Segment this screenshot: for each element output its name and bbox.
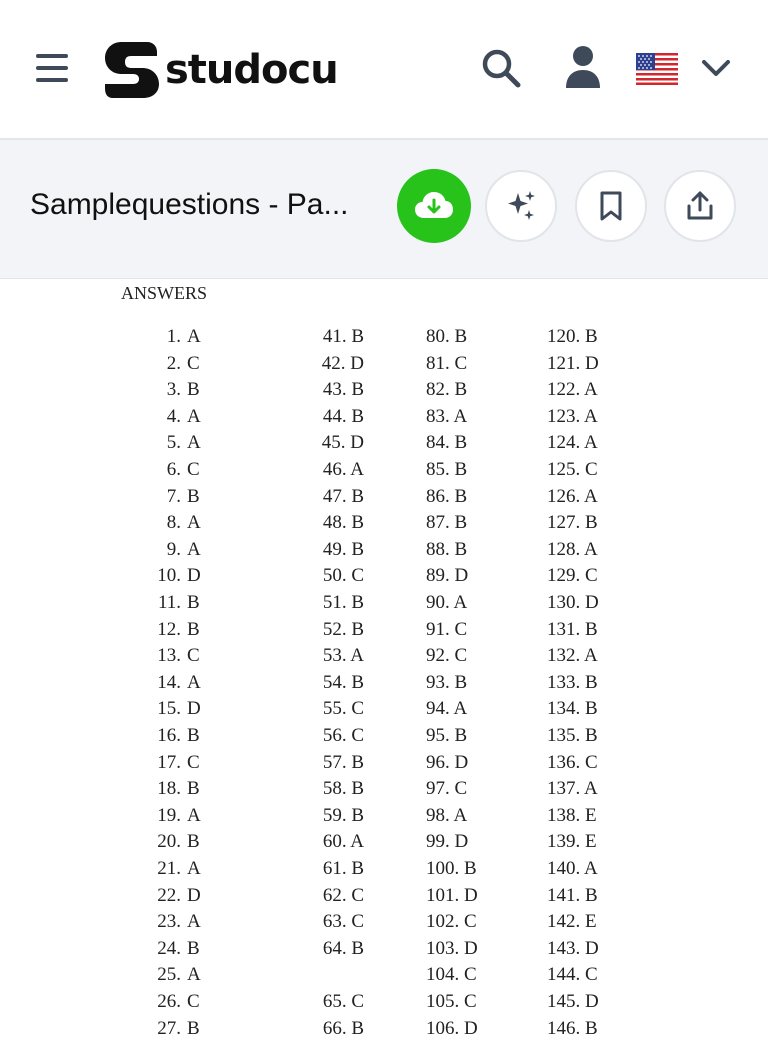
answer-row: 63. C [322,911,364,933]
answer-row: 49. B [322,538,364,560]
answer-row [302,964,364,990]
sparkle-icon [504,189,538,223]
answer-row [147,565,201,591]
answer-row: 99. D [426,831,469,853]
document-title[interactable]: Samplequestions - Pa... [30,188,349,221]
answer-row [147,486,200,512]
studocu-logo[interactable] [103,40,338,100]
answer-row: 85. B [426,459,468,480]
answer-row: 50. C [322,565,364,587]
answer-letter: B [187,778,200,800]
question-number: 5. [166,432,181,454]
menu-button[interactable] [34,52,70,84]
top-navigation [0,0,768,140]
question-number: 23. [157,911,181,933]
language-selector[interactable] [636,53,678,85]
answer-row: 146. B [547,1017,598,1039]
answer-row [147,619,200,645]
answer-row [147,885,201,911]
answer-row: 92. C [426,645,468,667]
download-button[interactable] [397,169,471,243]
answer-letter: D [187,884,201,906]
answer-row: 41. B [322,326,364,347]
answer-row: 57. B [322,751,364,773]
answer-row: 126. A [547,485,598,507]
answer-row [147,353,200,379]
answer-row: 44. B [322,405,364,427]
question-number: 27. [157,1017,181,1039]
answer-row: 133. B [547,671,598,693]
answer-row: 52. B [322,618,364,640]
answer-letter: D [187,698,201,720]
question-number: 3. [166,379,181,401]
answer-row [147,592,200,618]
answer-letter: A [187,326,201,347]
answer-row: 141. B [547,884,598,906]
answer-row: 137. A [547,778,598,800]
answer-row: 87. B [426,512,468,534]
answer-row [147,698,201,724]
studocu-logo-icon [103,40,159,100]
answer-row: 93. B [426,671,468,693]
answer-row [147,991,200,1017]
menu-icon-bar [36,66,68,70]
answer-row: 129. C [547,565,598,587]
answer-row: 120. B [547,326,598,347]
document-page [0,279,768,1039]
question-number: 9. [166,538,181,560]
answer-letter: A [187,512,201,534]
answer-row: 121. D [547,352,599,374]
answer-letter: C [187,751,200,773]
answer-letter: B [187,1017,200,1039]
question-number: 2. [166,352,181,374]
answer-row: 102. C [426,911,477,933]
answer-row: 61. B [322,858,364,879]
answer-row: 134. B [547,698,598,720]
answer-row: 62. C [322,884,364,906]
answer-row: 145. D [547,991,599,1012]
answer-row: 65. C [322,991,364,1012]
answer-row [147,831,200,857]
answer-row [147,858,201,884]
question-number: 4. [166,405,181,427]
answer-row [147,379,200,405]
search-button[interactable] [480,47,522,89]
answer-row [147,1018,200,1044]
answer-letter: C [187,991,200,1012]
answer-row: 82. B [426,379,468,401]
question-number: 11. [157,592,181,613]
answer-row: 45. D [321,432,364,454]
answer-row [147,406,201,432]
question-number: 8. [166,512,181,534]
answer-row: 125. C [547,459,598,480]
answer-row: 98. A [426,804,468,826]
us-flag-icon [636,53,678,85]
answer-row [147,778,200,804]
answer-row: 101. D [426,884,478,906]
answer-row: 103. D [426,937,478,959]
search-icon [480,47,522,89]
answer-letter: B [187,485,200,507]
answer-row: 88. B [426,538,468,560]
answer-row: 123. A [547,405,598,427]
answer-letter: A [187,432,201,454]
answer-row: 122. A [547,379,598,401]
answer-row: 100. B [426,858,477,879]
answer-letter: C [187,459,200,480]
answer-row [147,964,201,990]
answer-row: 130. D [547,592,599,613]
answer-row: 96. D [426,751,469,773]
answer-letter: B [187,592,200,613]
answer-row: 142. E [547,911,597,933]
bookmark-button[interactable] [575,170,647,242]
answer-row: 139. E [547,831,597,853]
answer-row: 97. C [426,778,468,800]
answer-row: 48. B [322,512,364,534]
chevron-down-icon [700,55,732,81]
answer-letter: A [187,964,201,986]
answer-row: 46. A [322,459,364,480]
question-number: 17. [157,751,181,773]
answer-row [147,911,201,937]
question-number: 26. [157,991,181,1012]
question-number: 20. [157,831,181,853]
question-number: 12. [157,618,181,640]
question-number: 7. [166,485,181,507]
menu-icon-bar [36,78,68,82]
answer-letter: A [187,804,201,826]
answer-row [147,645,200,671]
answer-row: 94. A [426,698,468,720]
answer-row: 128. A [547,538,598,560]
question-number: 18. [157,778,181,800]
question-number: 1. [166,326,181,347]
answer-row: 89. D [426,565,469,587]
answer-row: 64. B [322,937,364,959]
answer-row: 84. B [426,432,468,454]
answer-row [147,672,201,698]
answers-heading: ANSWERS [121,283,208,303]
question-number: 19. [157,804,181,826]
answer-letter: A [187,405,201,427]
answer-row: 140. A [547,858,598,879]
answer-letter: A [187,911,201,933]
bookmark-icon [598,190,624,222]
question-number: 13. [157,645,181,667]
answer-row: 127. B [547,512,598,534]
answer-row: 91. C [426,618,468,640]
answer-row: 135. B [547,725,598,746]
answer-row [147,459,200,485]
answer-row [147,539,201,565]
brand-name: studocu [165,47,338,93]
share-button[interactable] [664,170,736,242]
question-number: 16. [157,725,181,746]
answer-letter: A [187,538,201,560]
answer-row [147,725,200,751]
answer-row: 138. E [547,804,597,826]
answer-letter: B [187,618,200,640]
ai-assistant-button[interactable] [485,170,557,242]
answer-row: 105. C [426,991,477,1012]
answer-row [147,326,201,352]
answer-row: 144. C [547,964,598,986]
answer-row: 136. C [547,751,598,773]
answer-letter: A [187,671,201,693]
question-number: 15. [157,698,181,720]
answer-row [147,938,200,964]
question-number: 10. [157,565,181,587]
answer-row: 56. C [322,725,364,746]
answer-row: 132. A [547,645,598,667]
answer-letter: A [187,858,201,879]
answer-row [147,805,201,831]
answer-row: 66. B [322,1017,364,1039]
answer-row: 59. B [322,804,364,826]
answer-row: 124. A [547,432,598,454]
question-number: 22. [157,884,181,906]
cloud-download-icon [414,190,454,222]
answer-row: 95. B [426,725,468,746]
answer-row: 43. B [322,379,364,401]
answer-letter: B [187,379,200,401]
answer-row: 60. A [322,831,364,853]
share-icon [685,190,715,222]
question-number: 25. [157,964,181,986]
question-number: 21. [157,858,181,879]
question-number: 6. [166,459,181,480]
answer-row: 58. B [322,778,364,800]
answer-row: 131. B [547,618,598,640]
question-number: 14. [157,671,181,693]
answer-letter: D [187,565,201,587]
user-icon [562,44,604,90]
answer-row: 90. A [426,592,468,613]
answer-row: 42. D [321,352,364,374]
answer-letter: B [187,831,200,853]
answer-row: 81. C [426,352,468,374]
answer-row: 104. C [426,964,477,986]
answer-row: 106. D [426,1017,478,1039]
answer-letter: B [187,725,200,746]
account-button[interactable] [562,44,604,90]
language-dropdown-toggle[interactable] [700,55,732,81]
menu-icon [36,54,68,58]
answer-letter: C [187,352,200,374]
answer-row: 54. B [322,671,364,693]
answer-row: 55. C [322,698,364,720]
answer-row: 47. B [322,485,364,507]
answer-row: 83. A [426,405,468,427]
answer-letter: C [187,645,200,667]
answer-row [147,752,200,778]
answer-row: 86. B [426,485,468,507]
answer-row: 143. D [547,937,599,959]
answer-row [147,512,201,538]
answer-row: 53. A [322,645,364,667]
question-number: 24. [157,937,181,959]
document-toolbar [0,140,768,279]
answer-row [147,432,201,458]
answer-row: 80. B [426,326,468,347]
answer-letter: B [187,937,200,959]
answer-row: 51. B [322,592,364,613]
